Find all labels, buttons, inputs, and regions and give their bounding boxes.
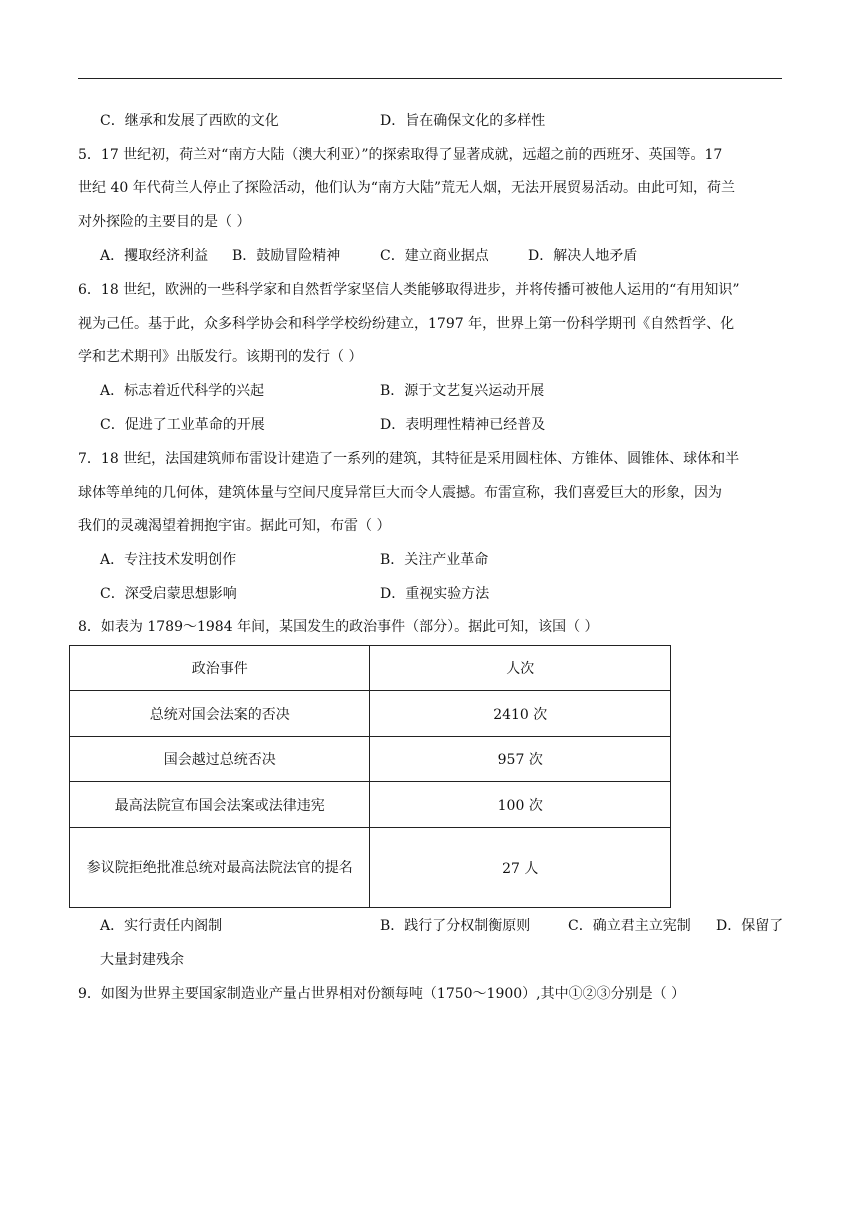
table-cell-count: 27 人: [370, 828, 671, 908]
q7-stem-line-3: 我们的灵魂渴望着拥抱宇宙。据此可知，布雷（ ）: [78, 518, 391, 534]
table-header-row: [70, 646, 671, 691]
q6-option-b[interactable]: B．源于文艺复兴运动开展: [380, 383, 545, 399]
q5-stem-line-1: 5．17 世纪初，荷兰对“南方大陆（澳大利亚）”的探索取得了显著成就，远超之前的西班牙、英国等。17: [78, 147, 723, 163]
q8-option-b[interactable]: B．践行了分权制衡原则: [380, 918, 531, 934]
q5-option-c[interactable]: C．建立商业据点: [380, 248, 489, 264]
q5-option-d[interactable]: D．解决人地矛盾: [528, 248, 638, 264]
header-rule: [78, 78, 782, 79]
q7-option-b[interactable]: B．关注产业革命: [380, 552, 489, 568]
q8-option-d[interactable]: D．保留了: [716, 918, 784, 934]
q5-stem-line-3: 对外探险的主要目的是（ ）: [78, 214, 251, 230]
political-events-table: [69, 645, 671, 908]
q5-stem-line-2: 世纪 40 年代荷兰人停止了探险活动，他们认为“南方大陆”荒无人烟，无法开展贸易活动。由此可知，荷兰: [78, 180, 736, 196]
q6-stem-line-2: 视为己任。基于此，众多科学协会和科学学校纷纷建立，1797 年，世界上第一份科学期刊《自然哲学、化: [78, 316, 735, 332]
q6-stem-line-3: 学和艺术期刊》出版发行。该期刊的发行（ ）: [78, 349, 363, 365]
q6-option-d[interactable]: D．表明理性精神已经普及: [380, 417, 546, 433]
q7-stem-line-1: 7．18 世纪，法国建筑师布雷设计建造了一系列的建筑，其特征是采用圆柱体、方锥体、圆锥体、球体和半: [78, 451, 740, 467]
q8-option-c[interactable]: C．确立君主立宪制: [568, 918, 691, 934]
table-row: [70, 691, 671, 737]
q7-option-a[interactable]: A．专注技术发明创作: [100, 552, 237, 568]
table-header-cell: 政治事件: [70, 646, 370, 691]
q6-stem-line-1: 6．18 世纪，欧洲的一些科学家和自然哲学家坚信人类能够取得进步，并将传播可被他人运用的“有用知识”: [78, 282, 740, 298]
q4-option-c[interactable]: C．继承和发展了西欧的文化: [100, 113, 279, 129]
q4-option-d[interactable]: D．旨在确保文化的多样性: [380, 113, 546, 129]
q5-option-b[interactable]: B．鼓励冒险精神: [232, 248, 341, 264]
table-cell-event: 总统对国会法案的否决: [70, 691, 370, 737]
q7-stem-line-2: 球体等单纯的几何体，建筑体量与空间尺度异常巨大而令人震撼。布雷宣称，我们喜爱巨大的形象，因为: [78, 485, 722, 501]
q5-option-a[interactable]: A．攫取经济利益: [100, 248, 209, 264]
table-cell-count: 2410 次: [370, 691, 671, 737]
table-header-cell: 人次: [370, 646, 671, 691]
q7-option-c[interactable]: C．深受启蒙思想影响: [100, 586, 237, 602]
table-cell-count: 100 次: [370, 782, 671, 828]
q8-stem: 8．如表为 1789～1984 年间，某国发生的政治事件（部分）。据此可知，该国（ ）: [78, 619, 599, 635]
q9-stem: 9．如图为世界主要国家制造业产量占世界相对份额每吨（1750～1900）,其中①②③分别是（ ）: [78, 986, 686, 1002]
table-cell-count: 957 次: [370, 737, 671, 782]
q6-option-a[interactable]: A．标志着近代科学的兴起: [100, 383, 265, 399]
table-row: [70, 828, 671, 908]
table-cell-event: 参议院拒绝批准总统对最高法院法官的提名: [70, 828, 370, 908]
q8-option-a[interactable]: A．实行责任内阁制: [100, 918, 223, 934]
table-row: [70, 737, 671, 782]
q7-option-d[interactable]: D．重视实验方法: [380, 586, 490, 602]
table-cell-event: 国会越过总统否决: [70, 737, 370, 782]
table-row: [70, 782, 671, 828]
q6-option-c[interactable]: C．促进了工业革命的开展: [100, 417, 265, 433]
table-cell-event: 最高法院宣布国会法案或法律违宪: [70, 782, 370, 828]
q8-option-d-continued: 大量封建残余: [100, 952, 184, 968]
